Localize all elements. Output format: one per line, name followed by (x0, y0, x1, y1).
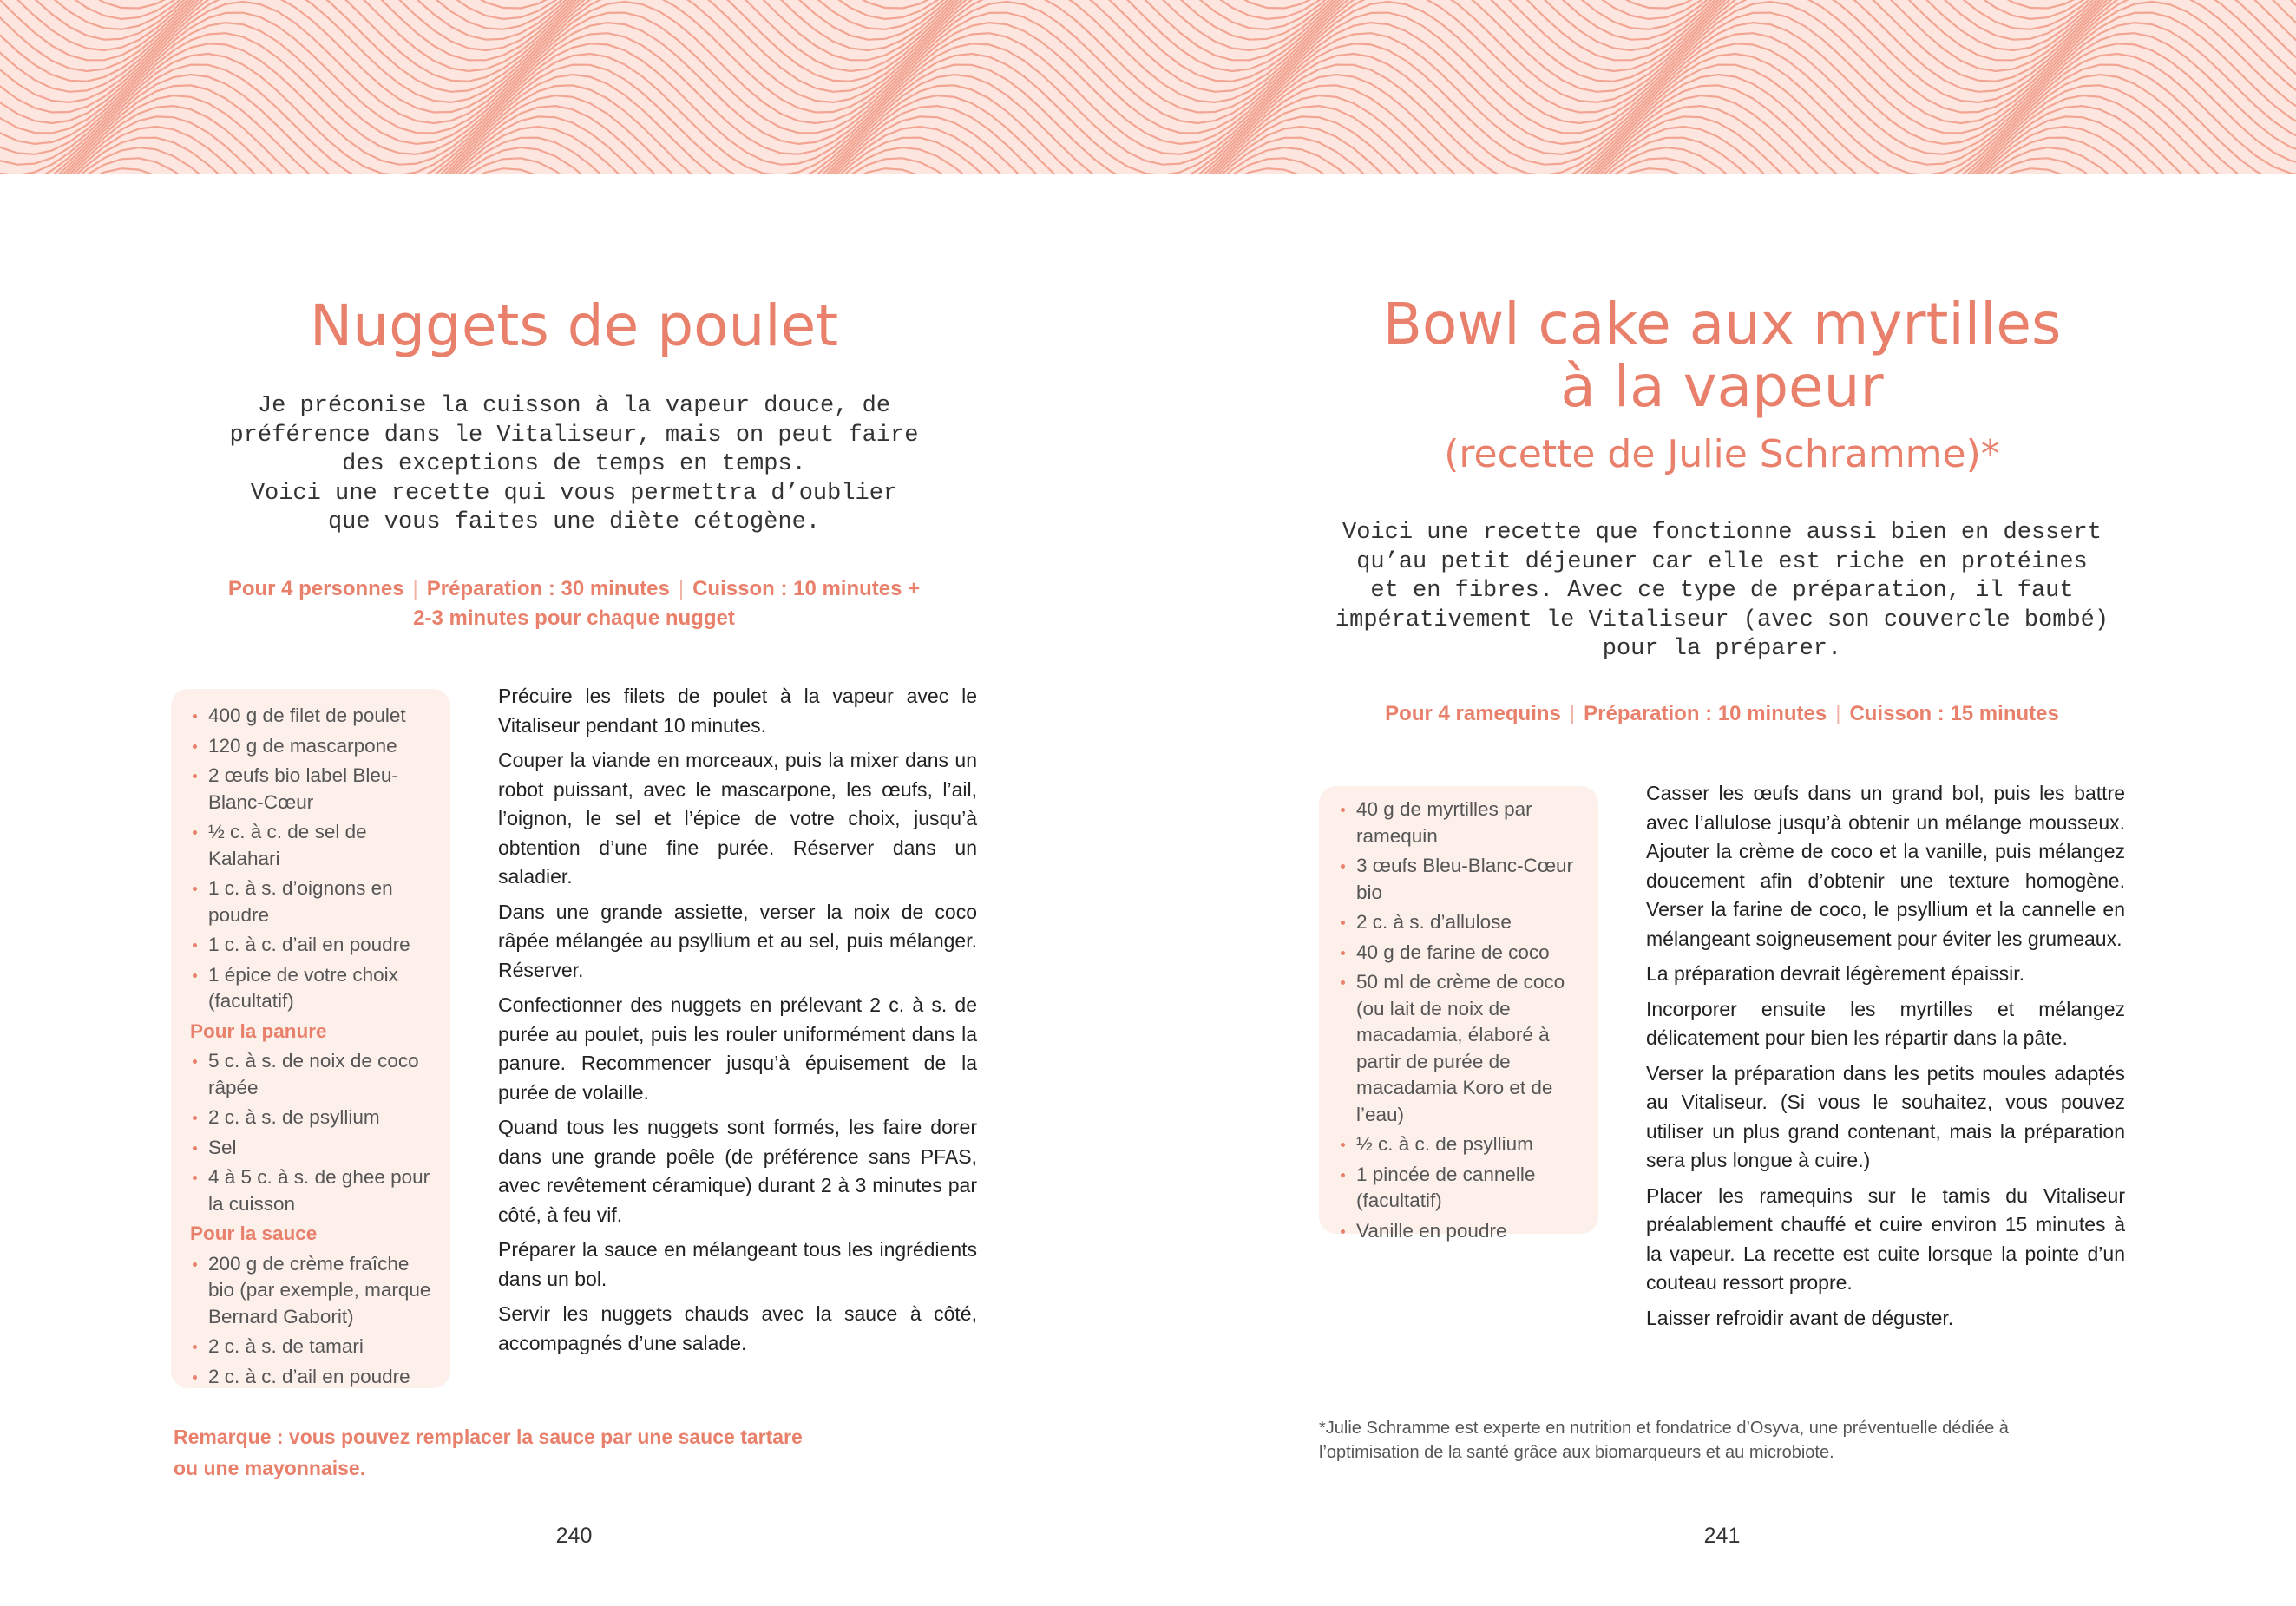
recipe-title: Nuggets de poulet (309, 292, 839, 359)
prep-time: Préparation : 30 minutes (426, 577, 670, 600)
footnote: *Julie Schramme est experte en nutrition et fondatrice d’Osyva, une préventuelle dédiée à l’optimisation de la santé grâce aux biomarqueurs et au microbiote. (1319, 1419, 2009, 1462)
breading-heading: Pour la panure (190, 1019, 327, 1042)
list-item: 2 c. à s. de psyllium (190, 1105, 435, 1131)
page-left (0, 174, 1148, 1606)
step-paragraph: La préparation devrait légèrement épaissir. (1646, 962, 2024, 985)
step-paragraph: Servir les nuggets chauds avec la sauce à côté, accompagnés d’une salade. (498, 1302, 977, 1354)
list-item: 400 g de filet de poulet (190, 703, 435, 730)
intro-line: Voici une recette qui vous permettra d’oublier (250, 480, 898, 507)
recipe-steps (1646, 779, 2125, 1339)
meta-separator: | (412, 577, 418, 600)
list-item: ½ c. à c. de sel de Kalahari (190, 819, 435, 872)
title-line: Bowl cake aux myrtilles (1382, 291, 2062, 357)
wave-line (0, 0, 2296, 50)
recipe-intro (0, 392, 1148, 538)
step-paragraph: Placer les ramequins sur le tamis du Vitaliseur préalablement chauffé et cuire environ 15 minutes à la vapeur. La recette est cuite lorsque la pointe d’un couteau ressort propre. (1646, 1183, 2125, 1294)
decorative-wave-banner (0, 0, 2296, 174)
list-item: 3 œufs Bleu-Blanc-Cœur bio (1338, 853, 1583, 906)
wave-line (0, 116, 2296, 174)
intro-line: préférence dans le Vitaliseur, mais on peut faire (229, 422, 919, 449)
wave-line (0, 0, 2296, 92)
list-item: 50 ml de crème de coco (ou lait de noix de macadamia, élaboré à partir de purée de macadamia Koro et de l’eau) (1338, 969, 1583, 1128)
list-item: 1 pincée de cannelle (facultatif) (1338, 1162, 1583, 1215)
prep-time: Préparation : 10 minutes (1584, 702, 1827, 725)
step-paragraph: Incorporer ensuite les myrtilles et mélangez délicatement pour bien les répartir dans la pâte. (1646, 997, 2125, 1049)
recipe-title (1148, 293, 2296, 418)
intro-line: que vous faites une diète cétogène. (327, 509, 821, 535)
list-item: 40 g de myrtilles par ramequin (1338, 796, 1583, 849)
cook-time-extra: 2-3 minutes pour chaque nugget (413, 606, 735, 630)
list-item: 4 à 5 c. à s. de ghee pour la cuisson (190, 1164, 435, 1217)
intro-line: Je préconise la cuisson à la vapeur douce, de (257, 393, 891, 419)
ingredient-list (190, 703, 435, 1015)
list-item: 1 c. à s. d’oignons en poudre (190, 875, 435, 928)
list-item: 1 épice de votre choix (facultatif) (190, 962, 435, 1015)
list-item: 200 g de crème fraîche bio (par exemple, marque Bernard Gaborit) (190, 1251, 435, 1331)
recipe-meta (0, 574, 1148, 633)
servings: Pour 4 personnes (227, 577, 404, 600)
intro-line: et en fibres. Avec ce type de préparation, il faut (1370, 578, 2074, 604)
recipe-remark: Remarque : vous pouvez remplacer la sauce par une sauce tartare ou une mayonnaise. (174, 1426, 803, 1479)
list-item: 1 c. à c. d’ail en poudre (190, 932, 435, 959)
meta-separator: | (1835, 702, 1841, 725)
wave-line (0, 0, 2296, 71)
intro-line: Voici une recette que fonctionne aussi bien en dessert (1342, 520, 2102, 546)
page-number: 241 (1703, 1524, 1741, 1548)
page-right (1148, 174, 2296, 1606)
wave-line (0, 106, 2296, 174)
recipe-intro (1148, 519, 2296, 665)
meta-separator: | (1569, 702, 1576, 725)
step-paragraph: Couper la viande en morceaux, puis la mixer dans un robot puissant, avec le mascarpone, les œufs, l’ail, l’oignon, le sel et l’épice de votre choix, jusqu’à obtention d’une fine purée. Réserver dans un saladier. (498, 749, 977, 888)
intro-line: pour la préparer. (1602, 636, 1842, 662)
sauce-list (190, 1251, 435, 1391)
recipe-subtitle: (recette de Julie Schramme)* (1444, 432, 2000, 476)
title-line: à la vapeur (1560, 353, 1884, 420)
intro-line: des exceptions de temps en temps. (342, 451, 806, 477)
step-paragraph: Quand tous les nuggets sont formés, les faire dorer dans une grande poêle (de préférence sans PFAS, avec revêtement céramique) durant 2 à 3 minutes par côté, à feu vif. (498, 1116, 977, 1226)
list-item: Sel (190, 1135, 435, 1162)
list-item: ½ c. à c. de psyllium (1338, 1131, 1583, 1158)
ingredients-box (171, 689, 450, 1388)
servings: Pour 4 ramequins (1385, 702, 1561, 725)
list-item: 5 c. à s. de noix de coco râpée (190, 1048, 435, 1101)
cook-time: Cuisson : 15 minutes (1849, 702, 2059, 725)
step-paragraph: Laisser refroidir avant de déguster. (1646, 1306, 1954, 1329)
ingredients-box (1319, 786, 1598, 1242)
meta-separator: | (678, 577, 685, 600)
list-item: Vanille en poudre (1338, 1218, 1583, 1245)
list-item: 2 c. à s. d’allulose (1338, 909, 1583, 936)
recipe-meta (1148, 699, 2296, 729)
sauce-heading: Pour la sauce (190, 1223, 318, 1244)
list-item: 2 œufs bio label Bleu-Blanc-Cœur (190, 763, 435, 816)
step-paragraph: Confectionner des nuggets en prélevant 2 c. à s. de purée au poulet, puis les rouler uniformément dans la panure. Recommencer jusqu’à épuisement de la purée de volaille. (498, 993, 977, 1104)
list-item: 120 g de mascarpone (190, 733, 435, 760)
breading-list (190, 1048, 435, 1217)
intro-line: impérativement le Vitaliseur (avec son couvercle bombé) (1335, 606, 2109, 633)
intro-line: qu’au petit déjeuner car elle est riche en protéines (1356, 548, 2088, 575)
wave-pattern-icon (0, 0, 2296, 174)
step-paragraph: Précuire les filets de poulet à la vapeur avec le Vitaliseur pendant 10 minutes. (498, 685, 977, 737)
list-item: 2 c. à s. de tamari (190, 1334, 435, 1360)
recipe-steps (498, 682, 977, 1364)
page-number: 240 (555, 1524, 593, 1548)
cook-time: Cuisson : 10 minutes + (692, 577, 921, 600)
step-paragraph: Dans une grande assiette, verser la noix de coco râpée mélangée au psyllium et au sel, puis mélanger. Réserver. (498, 900, 977, 981)
ingredient-list (1338, 796, 1583, 1244)
list-item: 40 g de farine de coco (1338, 940, 1583, 967)
step-paragraph: Casser les œufs dans un grand bol, puis les battre avec l’allulose jusqu’à obtenir un mélange mousseux. Ajouter la crème de coco et la vanille, puis mélangez doucement afin d’obtenir une texture homogène. Verser la farine de coco, le psyllium et la cannelle en mélangeant soigneusement pour éviter les grumeaux. (1646, 782, 2125, 950)
wave-line (0, 75, 2296, 174)
list-item: 2 c. à c. d’ail en poudre (190, 1364, 435, 1391)
step-paragraph: Verser la préparation dans les petits moules adaptés au Vitaliseur. (Si vous le souhaitez, vous pouvez utiliser un plus grand contenant, mais la préparation sera plus longue à cuire.) (1646, 1061, 2125, 1171)
step-paragraph: Préparer la sauce en mélangeant tous les ingrédients dans un bol. (498, 1238, 977, 1290)
